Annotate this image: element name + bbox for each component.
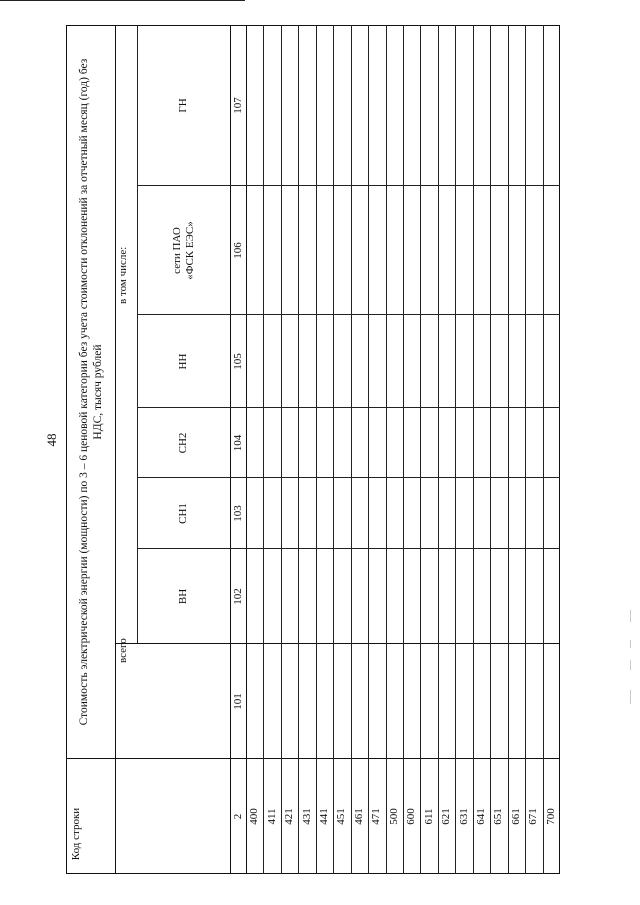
row-divider — [438, 25, 439, 874]
row-divider — [473, 25, 474, 874]
row-code: 641 — [474, 808, 487, 825]
in-that-number-header — [115, 25, 137, 644]
row-divider — [455, 25, 456, 874]
row-divider — [543, 25, 544, 874]
total-header — [115, 638, 230, 759]
subcolumn-gn: ГН — [177, 98, 189, 113]
row-code: 451 — [335, 808, 348, 825]
colnum-107: 107 — [231, 97, 244, 114]
colnum-103: 103 — [231, 505, 244, 522]
row-code: 471 — [370, 808, 383, 825]
row-divider — [351, 25, 352, 874]
main-header — [66, 25, 115, 759]
row-divider — [333, 25, 334, 874]
row-code: 421 — [283, 808, 296, 825]
row-divider — [281, 25, 282, 874]
row-code: 631 — [457, 808, 470, 825]
row-divider — [490, 25, 491, 874]
row-code: 611 — [422, 808, 435, 825]
colnum-105: 105 — [231, 353, 244, 370]
total-header-text: всего — [117, 638, 129, 663]
row-code: 600 — [405, 808, 418, 825]
colnum-106: 106 — [231, 242, 244, 259]
colnum-101: 101 — [231, 693, 244, 710]
row-divider — [263, 25, 264, 874]
rotated-table — [66, 25, 560, 874]
subcolumn-nn: НН — [177, 353, 189, 370]
row-code: 441 — [317, 808, 330, 825]
in-that-number-text: в том числе: — [117, 246, 129, 304]
row-code: 461 — [352, 808, 365, 825]
row-code: 651 — [492, 808, 505, 825]
row-code: 621 — [440, 808, 453, 825]
subcolumn-sn1: СН1 — [177, 503, 189, 524]
row-code: 671 — [527, 808, 540, 825]
colnum-104: 104 — [231, 434, 244, 452]
page-number: 48 — [44, 433, 59, 447]
subcolumn-sn2: СН2 — [177, 432, 189, 454]
main-header-text: Стоимость электрической энергии (мощности) по 3 – 6 ценовой категории без учета стоимости отклонений за отчетный месяц (год) без НДС, тысяч рублей — [77, 58, 104, 726]
row-code: 500 — [387, 808, 400, 825]
row-code: 411 — [265, 808, 278, 825]
row-divider — [403, 25, 404, 874]
subcolumn-fsk: сети ПАО «ФСК ЕЭС» — [170, 221, 196, 280]
row-divider — [368, 25, 369, 874]
colnum-2: 2 — [231, 813, 244, 820]
row-divider — [298, 25, 299, 874]
row-divider — [508, 25, 509, 874]
row-divider — [386, 25, 387, 874]
colnum-102: 102 — [231, 588, 244, 605]
header-code-line — [66, 759, 115, 874]
row-code: 661 — [509, 808, 522, 825]
subcolumn-vn: ВН — [177, 588, 189, 605]
row-code: 700 — [544, 808, 557, 825]
row-code: 400 — [248, 808, 261, 825]
row-divider — [420, 25, 421, 874]
row-divider — [525, 25, 526, 874]
row-divider — [316, 25, 317, 874]
row-code: 431 — [300, 808, 313, 825]
corner-header-text: Код строки — [70, 807, 82, 861]
top-rule — [0, 0, 245, 1]
